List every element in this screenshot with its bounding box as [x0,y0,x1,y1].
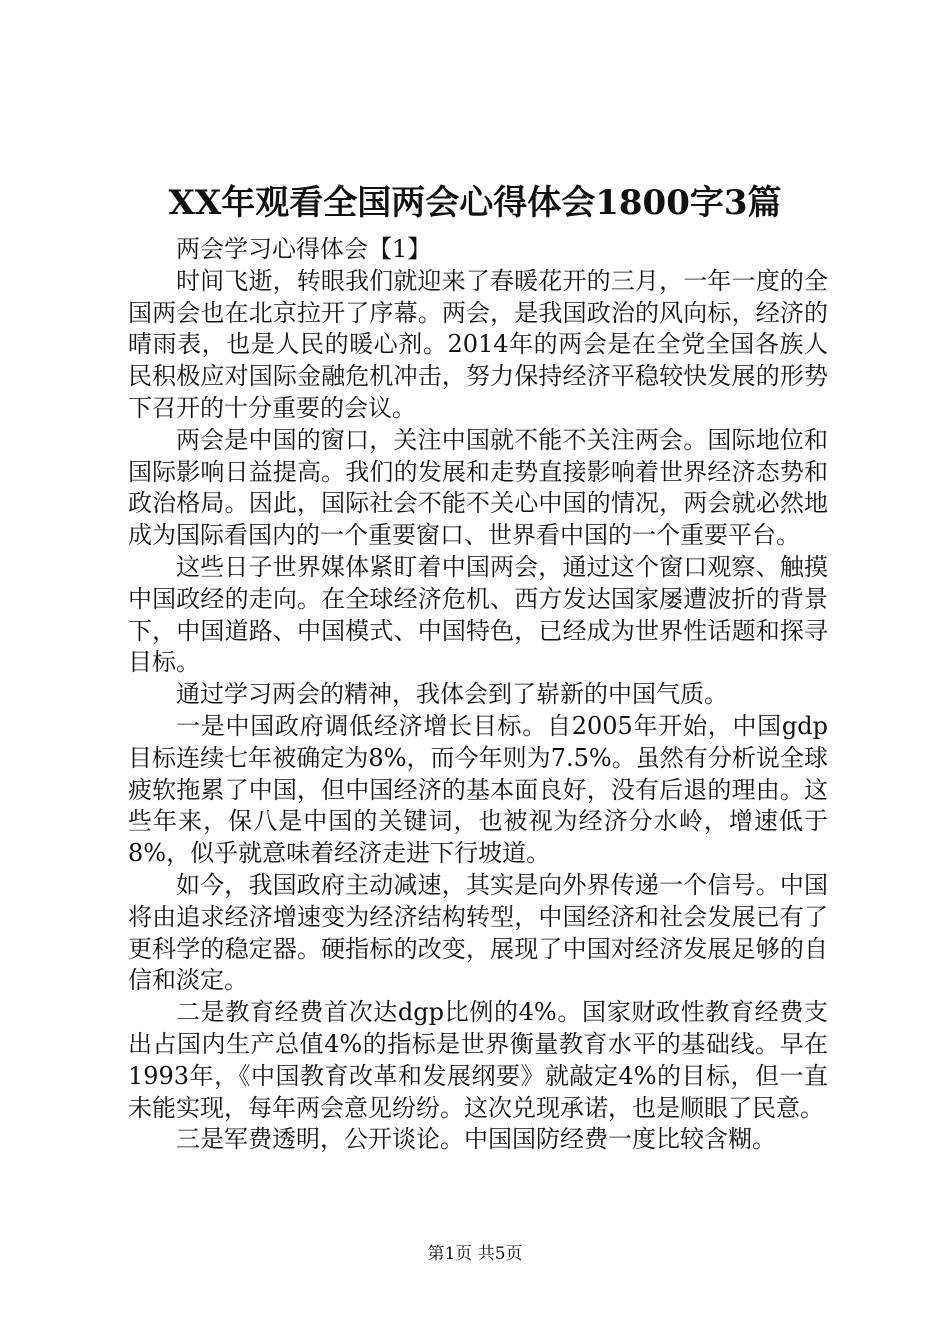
section-heading: 两会学习心得体会【1】 [176,235,432,263]
paragraph-5: 一是中国政府调低经济增长目标。自2005年开始，中国gdp目标连续七年被确定为8%，而今年则为7.5%。虽然有分析说全球疲软拖累了中国，但中国经济的基本面良好，没有后退的理由。这些年来，保八是中国的关键词，也被视为经济分水岭，增速低于8%，似乎就意味着经济走进下行坡道。 [128,711,828,868]
paragraph-1: 时间飞逝，转眼我们就迎来了春暖花开的三月，一年一度的全国两会也在北京拉开了序幕。两会，是我国政治的风向标，经济的晴雨表，也是人民的暖心剂。2014年的两会是在全党全国各族人民积极应对国际金融危机冲击，努力保持经济平稳较快发展的形势下召开的十分重要的会议。 [128,266,828,422]
paragraph-2: 两会是中国的窗口，关注中国就不能不关注两会。国际地位和国际影响日益提高。我们的发展和走势直接影响着世界经济态势和政治格局。因此，国际社会不能不关心中国的情况，两会就必然地成为国际看国内的一个重要窗口、世界看中国的一个重要平台。 [128,425,828,550]
page-number-footer: 第1页 共5页 [427,1244,523,1264]
paragraph-3: 这些日子世界媒体紧盯着中国两会，通过这个窗口观察、触摸中国政经的走向。在全球经济危机、西方发达国家屡遭波折的背景下，中国道路、中国模式、中国特色，已经成为世界性话题和探寻目标。 [128,552,828,677]
paragraph-4: 通过学习两会的精神，我体会到了崭新的中国气质。 [176,680,728,709]
document-body [128,234,828,1156]
paragraph-8: 三是军费透明，公开谈论。中国国防经费一度比较含糊。 [176,1125,776,1154]
paragraph-7: 二是教育经费首次达dgp比例的4%。国家财政性教育经费支出占国内生产总值4%的指标是世界衡量教育水平的基础线。早在1993年，《中国教育改革和发展纲要》就敲定4%的目标，但一直未能实现，每年两会意见纷纷。这次兑现承诺，也是顺眼了民意。 [128,998,828,1122]
document-title: XX年观看全国两会心得体会1800字3篇 [168,183,782,223]
paragraph-6: 如今，我国政府主动减速，其实是向外界传递一个信号。中国将由追求经济增速变为经济结构转型，中国经济和社会发展已有了更科学的稳定器。硬指标的改变，展现了中国对经济发展足够的自信和淡定。 [128,870,828,995]
